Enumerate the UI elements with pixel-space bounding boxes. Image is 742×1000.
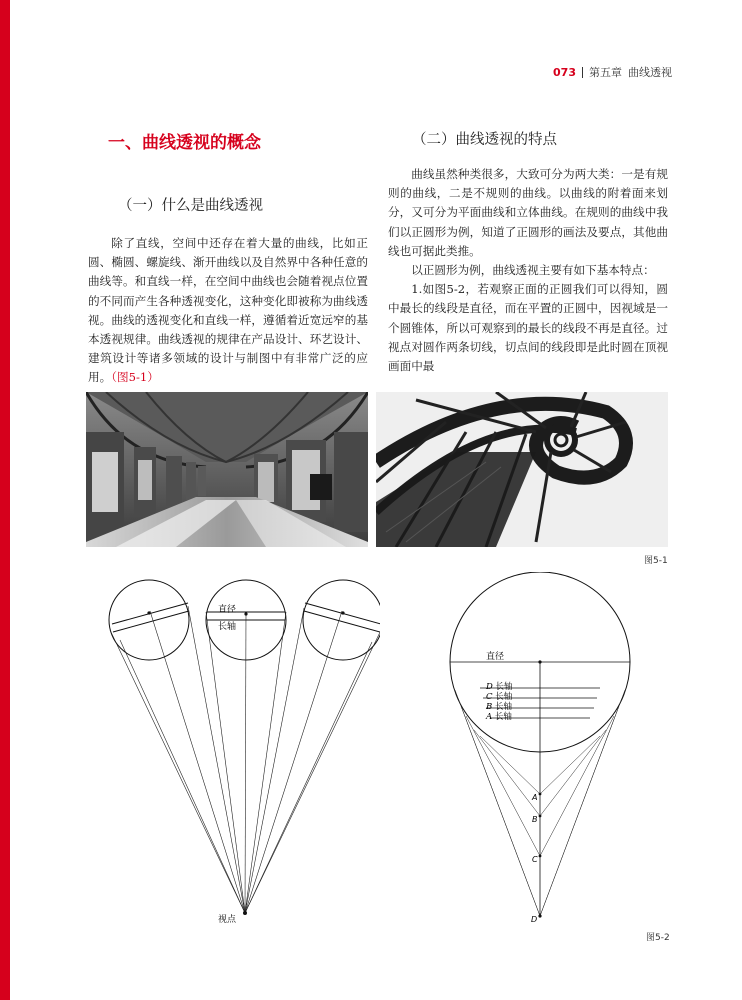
right-paragraph-3: 1.如图5-2，若观察正面的正圆我们可以得知，圆中最长的线段是直径，而在平置的正圆中，因视域是一个圆锥体，所以可观察到的最长的线段不再是直径。过视点对圆作两条切线，切点间的线段即是此时圆在顶视画面中最 [388, 282, 668, 374]
chapter-number: 第五章 [589, 66, 622, 79]
svg-text:A 长轴 [485, 711, 512, 722]
page-edge-bar [0, 0, 10, 1000]
spiral-staircase-photo [376, 392, 668, 547]
point-a-label: A [532, 793, 538, 802]
long-axis-label: 长轴 [218, 622, 237, 632]
row-c-letter: C [486, 692, 493, 702]
row-c-label: 长轴 [495, 692, 513, 702]
point-c-label: C [532, 855, 538, 864]
left-subtitle: （一）什么是曲线透视 [118, 198, 263, 214]
cloister-arches-photo [86, 392, 368, 547]
left-circle [109, 580, 189, 660]
diameter-label-right: 直径 [486, 652, 505, 662]
svg-text:C 长轴 [486, 691, 513, 702]
right-paragraph-2: 以正圆形为例，曲线透视主要有如下基本特点： [411, 263, 655, 278]
svg-text:B 长轴 [485, 701, 512, 712]
figure-reference: （图5-1） [111, 370, 159, 385]
page-number: 073 [553, 65, 576, 79]
section-title: 一、曲线透视的概念 [108, 133, 261, 153]
left-paragraph [88, 234, 368, 388]
right-paragraphs [388, 165, 668, 376]
point-d-label: D [531, 915, 538, 924]
row-a-label: 长轴 [494, 712, 512, 722]
row-a-letter: A [486, 712, 493, 722]
three-circle-perspective-diagram [100, 570, 380, 930]
right-subtitle: （二）曲线透视的特点 [412, 132, 557, 148]
figure-5-1-caption: 图5-1 [644, 556, 668, 566]
diameter-label: 直径 [218, 605, 237, 615]
figure-5-2-caption: 图5-2 [646, 933, 670, 943]
row-d-label: 长轴 [495, 682, 513, 692]
header-divider [582, 67, 583, 78]
svg-text:D 长轴 [485, 681, 513, 692]
running-header [553, 64, 672, 80]
left-paragraph-text: 除了直线，空间中还存在着大量的曲线，比如正圆、椭圆、螺旋线、渐开曲线以及自然界中各种任意的曲线等。和直线一样，在空间中曲线也会随着视点位置的不同而产生各种透视变化，这种变化即被称为曲线透视。曲线的透视变化和直线一样，遵循着近宽远窄的基本透视规律。曲线透视的规律在产品设计、环艺设计、建筑设计等诸多领域的设计与制图中有非常广泛的应用。 [88, 236, 368, 385]
viewpoint-label: 视点 [218, 915, 237, 925]
row-d-letter: D [486, 682, 493, 692]
row-b-letter: B [486, 702, 493, 712]
point-b-label: B [532, 815, 538, 824]
right-circle [303, 580, 380, 660]
circle-cone-diagram [440, 572, 640, 930]
right-paragraph-1: 曲线虽然种类很多，大致可分为两大类：一是有规则的曲线，二是不规则的曲线。以曲线的附着面来划分，又可分为平面曲线和立体曲线。在规则的曲线中我们以正圆形为例，知道了正圆形的画法及要点，其他曲线也可据此类推。 [388, 167, 668, 258]
chapter-title: 曲线透视 [628, 66, 672, 79]
row-b-label: 长轴 [494, 702, 512, 712]
